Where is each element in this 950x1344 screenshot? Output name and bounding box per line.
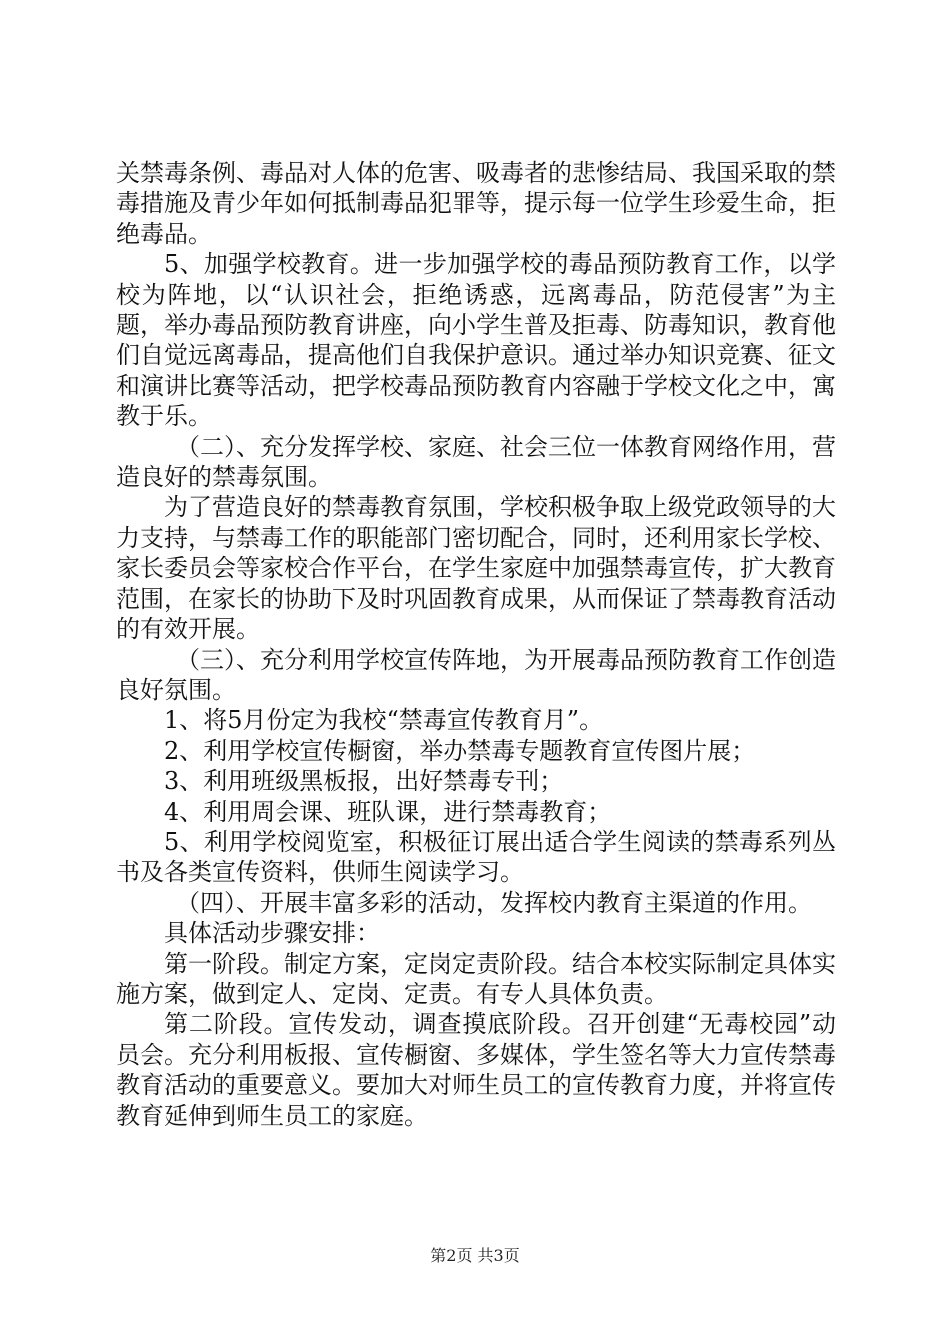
list-item: 4、利用周会课、班队课，进行禁毒教育； — [164, 797, 612, 826]
paragraph: 5、加强学校教育。进一步加强学校的毒品预防教育工作，以学校为阵地，以“认识社会，拒绝诱惑，远离毒品，防范侵害”为主题，举办毒品预防教育讲座，向小学生普及拒毒、防毒知识，教育他们自觉远离毒品，提高他们自我保护意识。通过举办知识竞赛、征文和演讲比赛等活动，把学校毒品预防教育内容融于学校文化之中，寓教于乐。 — [116, 250, 836, 431]
paragraph: 具体活动步骤安排： — [164, 919, 380, 948]
section-heading: （四）、开展丰富多彩的活动，发挥校内教育主渠道的作用。 — [176, 888, 812, 917]
paragraph: 为了营造良好的禁毒教育氛围，学校积极争取上级党政领导的大力支持，与禁毒工作的职能部门密切配合，同时，还利用家长学校、家长委员会等家校合作平台，在学生家庭中加强禁毒宣传，扩大教育范围，在家长的协助下及时巩固教育成果，从而保证了禁毒教育活动的有效开展。 — [116, 493, 836, 644]
paragraph: 第一阶段。制定方案，定岗定责阶段。结合本校实际制定具体实施方案，做到定人、定岗、定责。有专人具体负责。 — [116, 949, 836, 1008]
section-heading: （二）、充分发挥学校、家庭、社会三位一体教育网络作用，营造良好的禁毒氛围。 — [116, 432, 836, 492]
paragraph: 关禁毒条例、毒品对人体的危害、吸毒者的悲惨结局、我国采取的禁毒措施及青少年如何抵制毒品犯罪等，提示每一位学生珍爱生命，拒绝毒品。 — [116, 159, 836, 248]
paragraph: 第二阶段。宣传发动，调查摸底阶段。召开创建“无毒校园”动员会。充分利用板报、宣传橱窗、多媒体，学生签名等大力宣传禁毒教育活动的重要意义。要加大对师生员工的宣传教育力度，并将宣传教育延伸到师生员工的家庭。 — [116, 1010, 836, 1130]
list-item: 5、利用学校阅览室，积极征订展出适合学生阅读的禁毒系列丛书及各类宣传资料，供师生阅读学习。 — [116, 827, 836, 887]
page-footer: 第2页 共3页 — [430, 1246, 520, 1265]
list-item: 3、利用班级黑板报，出好禁毒专刊； — [164, 767, 564, 796]
list-item: 2、利用学校宣传橱窗，举办禁毒专题教育宣传图片展； — [164, 736, 756, 765]
document-body — [116, 158, 836, 1131]
section-heading: （三）、充分利用学校宣传阵地，为开展毒品预防教育工作创造良好氛围。 — [116, 645, 836, 704]
list-item: 1、将5月份定为我校“禁毒宣传教育月”。 — [164, 706, 604, 735]
